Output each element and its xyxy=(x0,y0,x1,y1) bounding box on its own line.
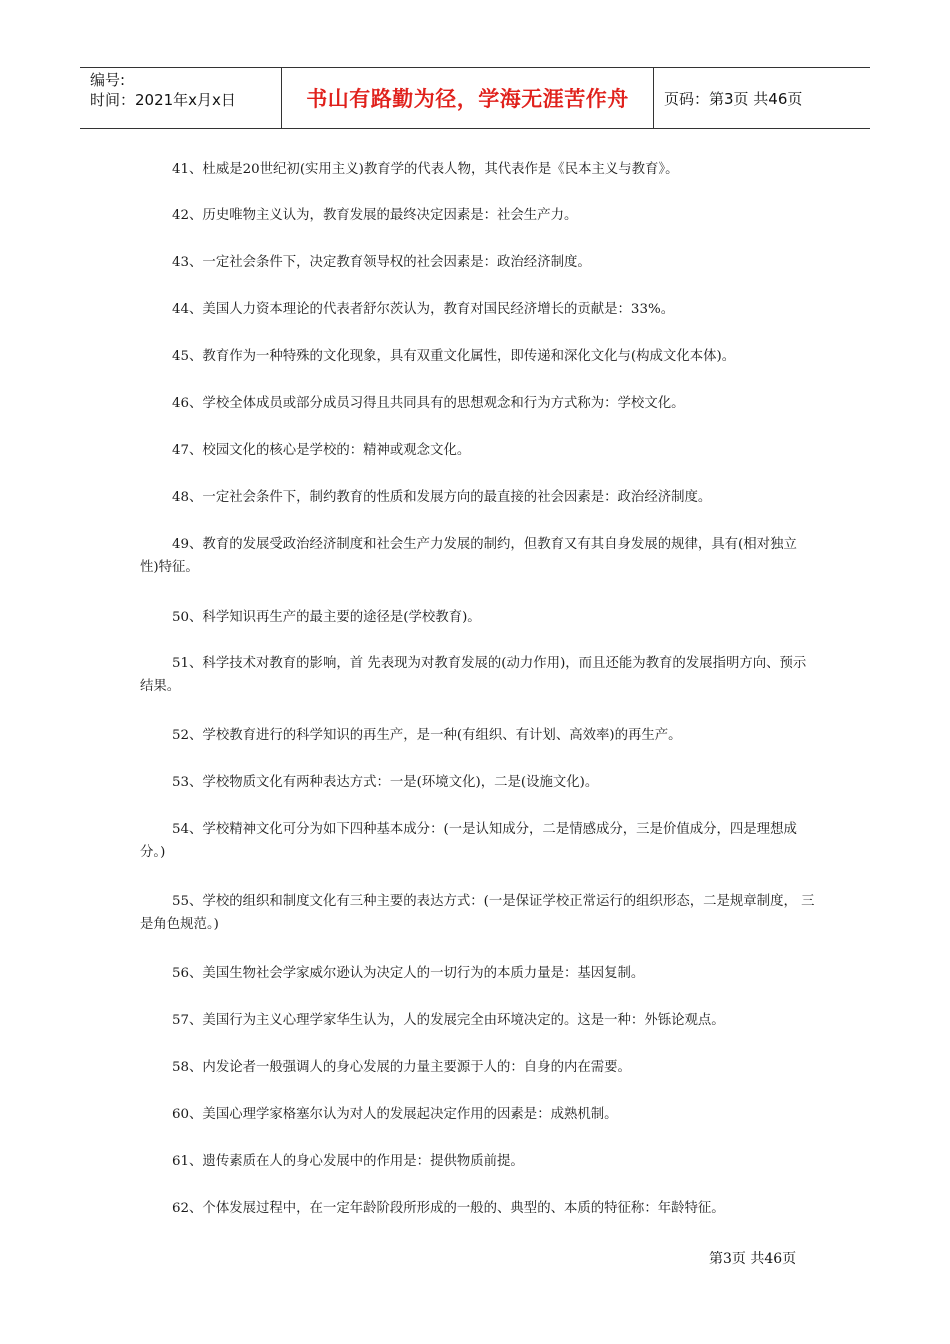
item-number: 47 xyxy=(172,443,190,458)
item-number: 62 xyxy=(172,1201,190,1216)
item-number: 44 xyxy=(172,302,190,317)
item-number: 43 xyxy=(172,255,190,270)
item-number: 52 xyxy=(172,728,190,743)
list-item xyxy=(140,439,815,462)
item-text: 、学校教育进行的科学知识的再生产，是一种(有组织、有计划、高效率)的再生产。 xyxy=(189,728,682,743)
item-text: 、美国人力资本理论的代表者舒尔茨认为，教育对国民经济增长的贡献是：33%。 xyxy=(189,302,675,317)
item-text: 、一定社会条件下，制约教育的性质和发展方向的最直接的社会因素是：政治经济制度。 xyxy=(189,490,712,505)
page-header xyxy=(80,67,870,129)
list-item xyxy=(140,890,815,936)
item-text: 、科学知识再生产的最主要的途径是(学校教育)。 xyxy=(189,610,481,625)
item-text: 、美国心理学家格塞尔认为对人的发展起决定作用的因素是：成熟机制。 xyxy=(189,1107,618,1122)
item-number: 57 xyxy=(172,1013,190,1028)
item-text: 、学校的组织和制度文化有三种主要的表达方式：(一是保证学校正常运行的组织形态，二是规章制度， 三是角色规范。) xyxy=(140,894,815,932)
item-number: 49 xyxy=(172,537,190,552)
item-text: 、遗传素质在人的身心发展中的作用是：提供物质前提。 xyxy=(189,1154,524,1169)
list-item xyxy=(140,251,815,274)
item-text: 、一定社会条件下，决定教育领导权的社会因素是：政治经济制度。 xyxy=(189,255,591,270)
item-text: 、学校全体成员或部分成员习得且共同具有的思想观念和行为方式称为：学校文化。 xyxy=(189,396,685,411)
item-number: 54 xyxy=(172,822,190,837)
list-item xyxy=(140,1056,815,1079)
item-number: 48 xyxy=(172,490,190,505)
header-motto xyxy=(282,68,654,128)
item-number: 51 xyxy=(172,656,190,671)
item-number: 50 xyxy=(172,610,190,625)
item-number: 55 xyxy=(172,894,190,909)
item-number: 60 xyxy=(172,1107,190,1122)
item-text: 、美国生物社会学家威尔逊认为决定人的一切行为的本质力量是：基因复制。 xyxy=(189,966,645,981)
item-text: 、教育的发展受政治经济制度和社会生产力发展的制约，但教育又有其自身发展的规律，具有(相对独立性)特征。 xyxy=(140,537,797,575)
item-number: 61 xyxy=(172,1154,190,1169)
list-item xyxy=(140,1009,815,1032)
item-text: 、历史唯物主义认为，教育发展的最终决定因素是：社会生产力。 xyxy=(189,208,578,223)
list-item xyxy=(140,298,815,321)
item-text: 、美国行为主义心理学家华生认为，人的发展完全由环境决定的。这是一种：外铄论观点。 xyxy=(189,1013,725,1028)
item-number: 45 xyxy=(172,349,190,364)
item-text: 、内发论者一般强调人的身心发展的力量主要源于人的：自身的内在需要。 xyxy=(189,1060,631,1075)
item-text: 、校园文化的核心是学校的：精神或观念文化。 xyxy=(189,443,471,458)
list-item xyxy=(140,158,815,181)
item-text: 、个体发展过程中，在一定年龄阶段所形成的一般的、典型的、本质的特征称：年龄特征。 xyxy=(189,1201,725,1216)
item-number: 58 xyxy=(172,1060,190,1075)
header-page xyxy=(654,68,870,128)
list-item xyxy=(140,818,815,864)
item-text: 、科学技术对教育的影响，首 先表现为对教育发展的(动力作用)，而且还能为教育的发展指明方向、预示结果。 xyxy=(140,656,807,694)
item-text: 、杜威是20世纪初(实用主义)教育学的代表人物，其代表作是《民本主义与教育》。 xyxy=(189,162,679,177)
item-text: 、教育作为一种特殊的文化现象，具有双重文化属性，即传递和深化文化与(构成文化本体)。 xyxy=(189,349,736,364)
time-label: 时间：2021年x月x日 xyxy=(90,91,236,109)
list-item xyxy=(140,962,815,985)
item-number: 46 xyxy=(172,396,190,411)
list-item xyxy=(140,486,815,509)
item-number: 53 xyxy=(172,775,190,790)
list-item xyxy=(140,1103,815,1126)
list-item xyxy=(140,345,815,368)
item-number: 56 xyxy=(172,966,190,981)
item-number: 42 xyxy=(172,208,190,223)
list-item xyxy=(140,652,815,698)
list-item xyxy=(140,533,815,579)
list-item xyxy=(140,204,815,227)
item-text: 、学校精神文化可分为如下四种基本成分：(一是认知成分，二是情感成分，三是价值成分，四是理想成分。) xyxy=(140,822,797,860)
list-item xyxy=(140,606,815,629)
list-item xyxy=(140,1150,815,1173)
item-number: 41 xyxy=(172,162,190,177)
motto-text: 书山有路勤为径，学海无涯苦作舟 xyxy=(306,87,629,111)
page-footer: 第3页 共46页 xyxy=(709,1251,797,1267)
item-text: 、学校物质文化有两种表达方式：一是(环境文化)，二是(设施文化)。 xyxy=(189,775,599,790)
code-label: 编号: xyxy=(90,71,126,89)
list-item xyxy=(140,392,815,415)
list-item xyxy=(140,771,815,794)
list-item xyxy=(140,724,815,747)
header-meta xyxy=(80,68,282,128)
list-item xyxy=(140,1197,815,1220)
page-label: 页码：第3页 共46页 xyxy=(664,89,803,108)
